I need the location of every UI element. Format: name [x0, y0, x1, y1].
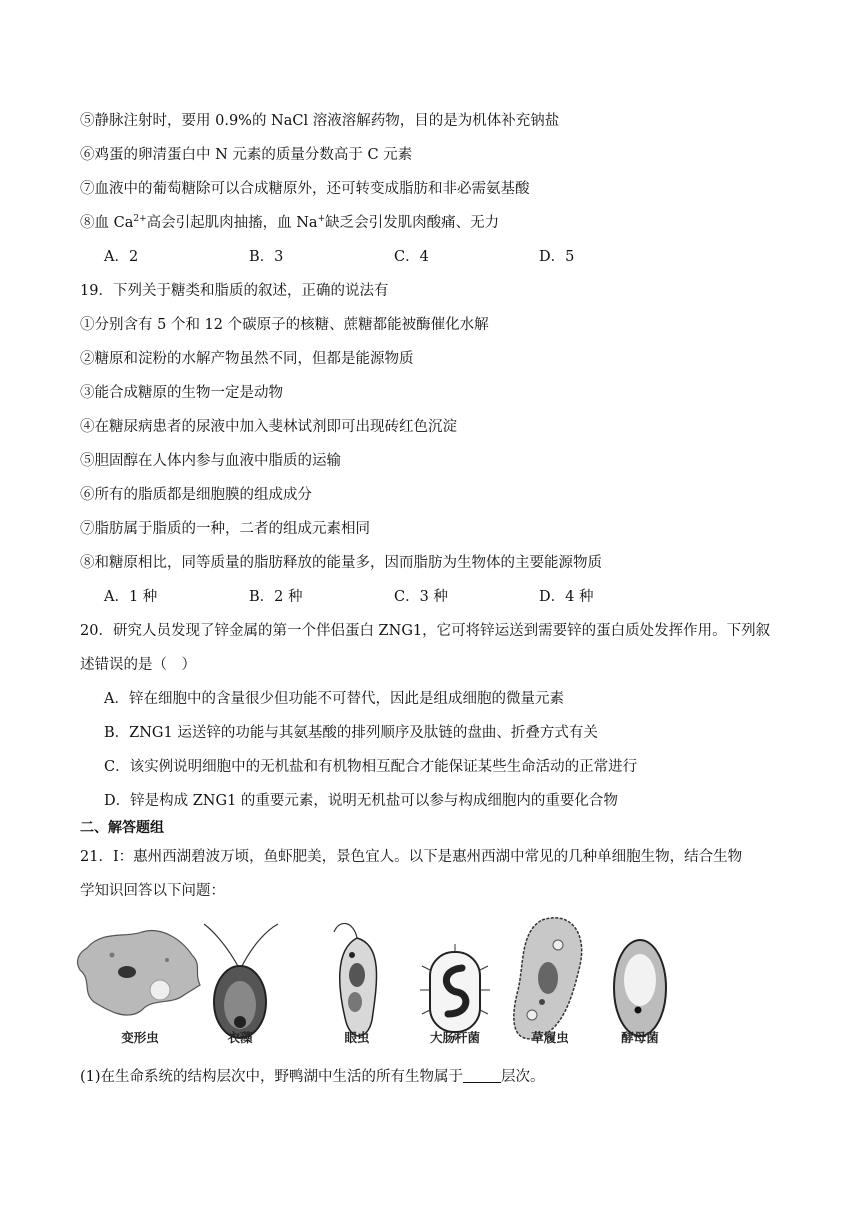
q18-option-c[interactable]: C．4: [394, 249, 429, 265]
amoeba-illustration: [78, 931, 200, 1015]
q18-item-7: ⑦血液中的葡萄糖除可以合成糖原外，还可转变成脂肪和非必需氨基酸: [80, 181, 530, 197]
calcium-charge: 2+: [133, 214, 147, 224]
q18-item-6: ⑥鸡蛋的卵清蛋白中 N 元素的质量分数高于 C 元素: [80, 147, 413, 163]
q21-sub-question-1: [80, 1067, 545, 1087]
q18-item-8: [80, 213, 499, 233]
q19-item-8: ⑧和糖原相比，同等质量的脂肪释放的能量多，因而脂肪为生物体的主要能源物质: [80, 555, 602, 571]
q21-stem-line-1: 21．Ⅰ：惠州西湖碧波万顷，鱼虾肥美，景色宜人。以下是惠州西湖中常见的几种单细胞生物，结合生物: [80, 849, 743, 865]
caption-yeast: 酵母菌: [621, 1030, 659, 1045]
q19-option-d[interactable]: D．4 种: [539, 589, 594, 605]
q19-option-a[interactable]: A．1 种: [104, 589, 158, 605]
q18-option-a[interactable]: A．2: [104, 249, 139, 265]
q19-item-1: ①分别含有 5 个和 12 个碳原子的核糖、蔗糖都能被酶催化水解: [80, 317, 489, 333]
q18-options: [104, 247, 724, 267]
q20-option-b[interactable]: B．ZNG1 运送锌的功能与其氨基酸的排列顺序及肽链的盘曲、折叠方式有关: [104, 725, 598, 741]
q19-item-6: ⑥所有的脂质都是细胞膜的组成成分: [80, 487, 312, 503]
q21-stem-line-2: 学知识回答以下问题：: [80, 883, 225, 899]
q18-item-8-part-b: 高会引起肌肉抽搐，血 Na: [146, 215, 318, 231]
q20-option-c[interactable]: C．该实例说明细胞中的无机盐和有机物相互配合才能保证某些生命活动的正常进行: [104, 759, 638, 775]
q18-option-d[interactable]: D．5: [539, 249, 575, 265]
section-heading: 二、解答题组: [80, 820, 164, 836]
q19-item-4: ④在糖尿病患者的尿液中加入斐林试剂即可出现砖红色沉淀: [80, 419, 457, 435]
caption-amoeba: 变形虫: [121, 1030, 159, 1045]
q18-item-8-part-a: ⑧血 Ca: [80, 215, 134, 231]
q20-stem-line-2: 述错误的是（ ）: [80, 657, 196, 673]
sodium-charge: +: [317, 214, 326, 224]
answer-blank[interactable]: [463, 1068, 501, 1083]
q18-item-5: ⑤静脉注射时，要用 0.9%的 NaCl 溶液溶解药物，目的是为机体补充钠盐: [80, 113, 560, 129]
caption-e-coli: 大肠杆菌: [429, 1030, 480, 1045]
q20-option-d[interactable]: D．锌是构成 ZNG1 的重要元素，说明无机盐可以参与构成细胞内的重要化合物: [104, 793, 618, 809]
q19-item-5: ⑤胆固醇在人体内参与血液中脂质的运输: [80, 453, 341, 469]
q21-sub1-text-b: 层次。: [501, 1069, 545, 1085]
q19-item-3: ③能合成糖原的生物一定是动物: [80, 385, 283, 401]
paramecium-illustration: [514, 918, 582, 1039]
yeast-illustration: [614, 940, 666, 1036]
euglena-illustration: [334, 923, 377, 1036]
q19-item-2: ②糖原和淀粉的水解产物虽然不同，但都是能源物质: [80, 351, 414, 367]
q19-stem: 19．下列关于糖类和脂质的叙述，正确的说法有: [80, 283, 389, 299]
q19-options: [104, 587, 724, 607]
chlamydomonas-illustration: [204, 924, 278, 1038]
e-coli-illustration: [420, 944, 490, 1040]
q20-stem-line-1: 20．研究人员发现了锌金属的第一个伴侣蛋白 ZNG1，它可将锌运送到需要锌的蛋白质处发挥作用。下列叙: [80, 623, 771, 639]
q18-option-b[interactable]: B．3: [249, 249, 284, 265]
q19-option-c[interactable]: C．3 种: [394, 589, 448, 605]
q21-sub1-text-a: (1)在生命系统的结构层次中，野鸭湖中生活的所有生物属于: [80, 1069, 464, 1085]
caption-paramecium: 草履虫: [531, 1030, 569, 1045]
caption-chlamydomonas: 衣藻: [227, 1030, 253, 1045]
q20-option-a[interactable]: A．锌在细胞中的含量很少但功能不可替代，因此是组成细胞的微量元素: [104, 691, 564, 707]
q19-option-b[interactable]: B．2 种: [249, 589, 303, 605]
caption-euglena: 眼虫: [344, 1030, 370, 1045]
q19-item-7: ⑦脂肪属于脂质的一种，二者的组成元素相同: [80, 521, 370, 537]
q18-item-8-part-c: 缺乏会引发肌肉酸痛、无力: [325, 215, 500, 231]
